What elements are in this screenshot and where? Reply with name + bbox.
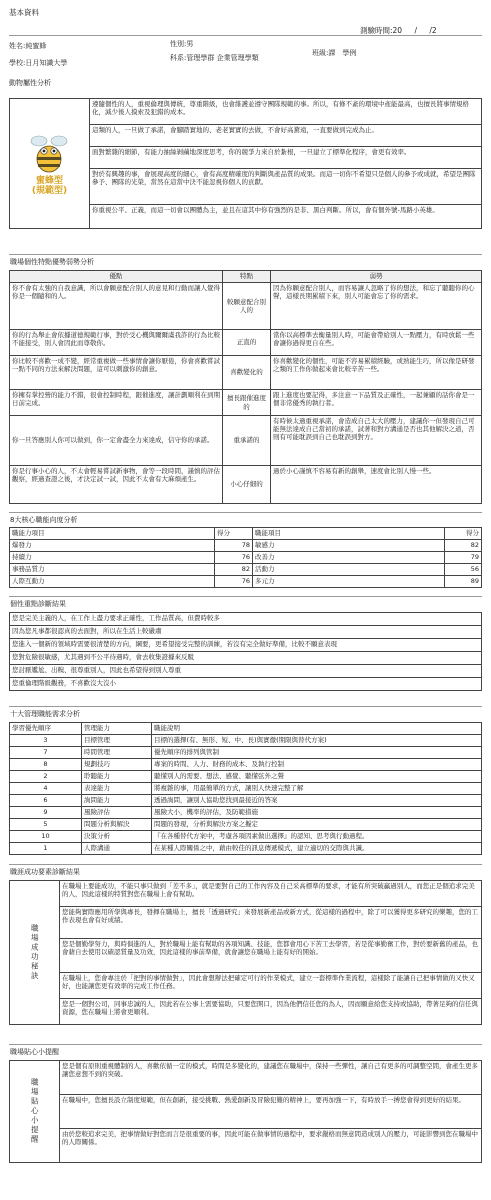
core-item: 爆發力	[10, 540, 215, 552]
success-item: 在職場上要能成功，不能只事只做到「差不多」，就是要對自己的工作內容及自己采高標準的要求，才能有所突破贏過別人，而您正是個追求完美的人，因此這樣的特質對您在職場上會有幫助。	[60, 881, 482, 907]
animal-mascot-cell	[10, 99, 90, 229]
mgmt-ability: 目標管理	[82, 735, 152, 747]
strength-cell: 你的行為舉止會依據道德規範行事，對於受心機與爾爾虞我詐的行為比較不能接受，別人會因此而尊敬你。	[10, 330, 223, 356]
mgmt-desc: 透過詢問，讓別人協助您找到最接近的答案	[152, 795, 482, 807]
mgmt-desc: 在某種人際關係之中，藉由較佳的訊息傳遞模式，建立適切的交際與共識。	[152, 843, 482, 855]
mgmt-header-rank: 學習優先順序	[10, 723, 82, 735]
mgmt-ability: 問題分析與解決	[82, 819, 152, 831]
core-section	[9, 527, 482, 588]
core-score: 76	[215, 552, 253, 564]
core-score: 89	[445, 576, 482, 588]
weakness-cell: 當你以高標準去衡量別人時，可能會帶給別人一點壓力，有時放鬆一些會讓你過得更自在些。	[271, 330, 482, 356]
trait-header: 特點	[223, 271, 271, 283]
mgmt-desc: 『在各種替代方案中，考慮各項因素做出選擇』的認知、思考與行動過程。	[152, 831, 482, 843]
school-field: 學校:日月知識大學	[9, 59, 68, 67]
tips-section	[9, 1060, 482, 1163]
bee-icon	[27, 131, 73, 175]
header-title: 基本資料	[9, 8, 39, 17]
trait-cell: 擅長跟催進度的	[223, 390, 271, 416]
success-section	[9, 880, 482, 1025]
class-field: 班級:課 學例	[312, 49, 357, 57]
mgmt-ability: 決策分析	[82, 831, 152, 843]
core-item: 多元力	[253, 576, 445, 588]
mgmt-rank: 4	[10, 783, 82, 795]
weakness-cell: 你喜歡變化的個性，可能不容易累積經驗，或熟能生巧，所以像是研發之類的工作你做起來會比較辛苦一些。	[271, 356, 482, 390]
success-divider	[9, 864, 482, 865]
strengths-section	[9, 270, 482, 504]
diag-divider	[9, 596, 482, 597]
mgmt-ability: 聆聽能力	[82, 771, 152, 783]
diag-item: 您是完美主義的人，在工作上盡力要求正確性，工作品質高，但費時較多	[10, 613, 482, 626]
success-title: 職涯成功要素診斷結果	[10, 868, 80, 876]
tips-item: 由於您較追求完美，把事情做好對您而言是很重要的事，因此可能在做事情的過程中，要求嚴格而無意間造成別人的壓力，可能影響到您在職場中的人際關係。	[60, 1129, 482, 1163]
core-score: 78	[215, 540, 253, 552]
core-item: 事務品質力	[10, 564, 215, 576]
mgmt-title: 十大管理職能需求分析	[10, 710, 80, 718]
animal-table	[9, 98, 482, 229]
core-divider	[9, 512, 482, 513]
diag-item: 您討厭尷尬、出糗、很尊重別人，因此也希望得到別人尊重	[10, 665, 482, 678]
mgmt-desc: 聽懂別人的需要、想法、感覺、聽懂弦外之聲	[152, 771, 482, 783]
core-header-score: 得分	[215, 528, 253, 540]
success-item: 您是個勤學努力，與時俱進的人，對於職場上能有幫助的各項知識、技能，您都會用心下苦工去學習，若是從事勤奮工作，對於要新舊的產品，也會藉自去使用以確認質量及功效，因此這樣的事前準備，就會讓您在職場上能有好的開始。	[60, 939, 482, 973]
core-score: 79	[445, 552, 482, 564]
strength-header: 優點	[10, 271, 223, 283]
trait-cell: 重承諾的	[223, 416, 271, 466]
mgmt-ability: 表達能力	[82, 783, 152, 795]
animal-name-line1: 蜜蜂型	[35, 175, 63, 186]
tips-table	[9, 1060, 482, 1163]
tips-divider	[9, 1044, 482, 1045]
mgmt-table	[9, 722, 482, 855]
diag-section	[9, 612, 482, 691]
mgmt-ability: 詢問能力	[82, 795, 152, 807]
mgmt-rank: 7	[10, 747, 82, 759]
strengths-title: 職場個性特點優勢弱勢分析	[10, 258, 94, 266]
core-table	[9, 527, 482, 588]
mgmt-desc: 專案的時間、人力、財務的成本、及執行控制	[152, 759, 482, 771]
trait-cell: 正直的	[223, 330, 271, 356]
weakness-cell: 有時候太過重視承諾，會造成自己太大的壓力，建議你一但發現自己可能無法達成自己當初的承諾，試著和對方溝通是否也其他解決之道，否則有可能耽誤到自己也耽誤到對方。	[271, 416, 482, 466]
tips-title: 職場貼心小提醒	[10, 1048, 59, 1056]
weakness-cell: 過於小心謹慎不容易有新的創舉，速度會比別人慢一些。	[271, 466, 482, 504]
tips-item: 您是個有原則重視體制的人，喜歡依循一定的模式，時間是多變化的，建議您在職場中，保持一些彈性，讓自己有更多的可調整空間，會產生更多讓您意想不到的突破。	[60, 1061, 482, 1095]
mgmt-rank: 9	[10, 807, 82, 819]
test-time-sep1: /	[414, 26, 417, 35]
mgmt-rank: 2	[10, 771, 82, 783]
diag-item: 因為您凡事都很認真的去面對，所以在生活上較嚴肅	[10, 626, 482, 639]
animal-trait-5: 你重視公平、正義，而這一切會以團體為主，並且在這其中你有強烈的是非、黑白判斷。所以，會有個外號-馬路小英雄。	[90, 205, 482, 229]
trait-cell: 小心仔細的	[223, 466, 271, 504]
animal-trait-4: 對於有興趣的事，會展現高度的細心，會有高度精確度的判斷與產品質的成果。而這一切你不希望只是個人的參予或成就，希望是團隊參予、團隊的光榮，當然在這當中決不能忽視你個人的貢獻。	[90, 169, 482, 205]
animal-analysis-label: 動物屬性分析	[9, 79, 51, 87]
name-field: 姓名:純蜜蜂	[9, 42, 47, 50]
mgmt-desc: 問題的發現，分析與解決方案之擬定	[152, 819, 482, 831]
mgmt-rank: 3	[10, 735, 82, 747]
dept-field: 科系:管理學群 企業管理學類	[170, 54, 259, 62]
diag-item: 您對危險很敏感，尤其遇到不公平待遇時，會去收集證據來反駁	[10, 652, 482, 665]
success-side-label: 職場成功秘訣	[10, 881, 60, 1025]
core-score: 82	[215, 564, 253, 576]
strengths-table	[9, 270, 482, 504]
mgmt-rank: 1	[10, 843, 82, 855]
mgmt-ability: 風險評估	[82, 807, 152, 819]
trait-cell: 較願意配合別人的	[223, 283, 271, 330]
strength-cell: 你一旦答應別人你可以做到，你一定會盡全力來達成，信守你的承諾。	[10, 416, 223, 466]
animal-trait-2: 這類的人，一旦做了承諾，會腳踏實地的、老老實實的去做，不會好高騖遠，一直要做到完成為止。	[90, 125, 482, 147]
weakness-cell: 因為你願意配合別人，而容易讓人忽略了你的想法，和忘了聽聽你的心聲，這樣長期累積下來，別人可能會忘了你的需求。	[271, 283, 482, 330]
mgmt-desc: 優先順序的排列與管制	[152, 747, 482, 759]
diag-item: 您進入一個新的領域時需要很清楚的方向，綱要，更希望接受完整的訓練，若沒有完全做好準備，比較不願意表現	[10, 639, 482, 652]
tips-side-label: 職場貼心小提醒	[10, 1061, 60, 1163]
mgmt-desc: 目標的選擇(有、無形、短、中、長)與實徹(期限與替代方案)	[152, 735, 482, 747]
test-time-sep2: /2	[429, 26, 437, 35]
strength-cell: 你不會有太強的自我意識，所以會願意配合別人的意見和行動而讓人覺得你是一個隨和的人。	[10, 283, 223, 330]
test-time	[360, 26, 437, 35]
diag-table	[9, 612, 482, 691]
core-score: 82	[445, 540, 482, 552]
success-item: 在職場上，您會專注於「把對的事情做對」，因此會想辦法把確定可行的作業模式，建立一套標準作業流程，這樣除了能讓自己把事情做的又快又好，也能讓您更有效率的完成工作任務。	[60, 973, 482, 999]
core-item: 活動力	[253, 564, 445, 576]
mgmt-rank: 6	[10, 795, 82, 807]
mgmt-header-desc: 職能說明	[152, 723, 482, 735]
core-score: 76	[215, 576, 253, 588]
success-table	[9, 880, 482, 1025]
mgmt-ability: 時間管理	[82, 747, 152, 759]
mgmt-ability: 規劃技巧	[82, 759, 152, 771]
core-item: 持續力	[10, 552, 215, 564]
strength-cell: 你是行事小心的人，不太會輕易嘗試新事物，會等一段時間，謹慎的評估觀察，經過查證之後，才決定試一試，因此不太會有大麻煩產生。	[10, 466, 223, 504]
animal-name-line2: (規範型)	[31, 185, 68, 196]
mgmt-section	[9, 722, 482, 855]
mgmt-desc: 風險大小，機率的評估，及防範措施	[152, 807, 482, 819]
strength-cell: 你比較不喜歡一成不變，經常重複做一些事情會讓你厭倦，你會喜歡嘗試一點不同的方法來解決問題，這可以刺激你的創意。	[10, 356, 223, 390]
core-item: 改善力	[253, 552, 445, 564]
success-item: 您能夠實際應用所學與專長，發揮在職場上，擅長「透過研究」來發展新產品或新方式，從這樣的過程中，除了可以獲得更多研究的樂趣，您的工作表現也會有好成績。	[60, 907, 482, 939]
strengths-divider	[9, 254, 482, 255]
animal-trait-3: 面對繁雜的細節，有能力抽絲剝繭地深度思考，你的競爭力來自於紮根，一旦建立了標準化程序，會更有效率。	[90, 147, 482, 169]
core-score: 56	[445, 564, 482, 576]
core-header-item2: 職能項目	[253, 528, 445, 540]
core-header-item: 職能力項目	[10, 528, 215, 540]
mgmt-rank: 5	[10, 819, 82, 831]
header-divider	[9, 35, 482, 36]
tips-item: 在職場中，您擅長設立制度規範，但在創新，接受挑戰、熱愛創新及冒險犯難的精神上，要再加強一下，有時放手一搏您會得到更好的結果。	[60, 1095, 482, 1129]
weakness-header: 弱勢	[271, 271, 482, 283]
core-item: 敏感力	[253, 540, 445, 552]
animal-trait-1: 遵隨個性的人，重視倫理與傳統，尊重階級，也會維護並遵守團隊規範的事。所以，有條不紊的環境中產能最高，也擅長將事情規格化，減少後人摸索及犯錯的成本。	[90, 99, 482, 125]
trait-cell: 喜歡變化的	[223, 356, 271, 390]
core-title: 8大核心職能向度分析	[10, 516, 78, 524]
mgmt-desc: 將複雜的事，用最簡單的方式，讓別人快速完整了解	[152, 783, 482, 795]
success-item: 您是一個對公司，同事忠誠的人，因此若在公事上需要協助，只要您開口，因為他們信任您的為人，因而願意給您支持或協助，帶著足夠的信任與資源，您在職場上將會更順利。	[60, 999, 482, 1025]
core-item: 人際互動力	[10, 576, 215, 588]
animal-section	[9, 98, 482, 229]
strength-cell: 你擁有掌控營的能力不錯，很會控制時程，跟催進度，讓計劃順利在到期日前完成。	[10, 390, 223, 416]
diag-item: 您重倫理階級觀務，不喜歡沒大沒小	[10, 678, 482, 691]
test-time-label: 測驗時間:20	[360, 26, 403, 35]
gender-field: 性別:男	[170, 40, 194, 48]
mgmt-ability: 人際溝通	[82, 843, 152, 855]
core-header-score2: 得分	[445, 528, 482, 540]
mgmt-rank: 8	[10, 759, 82, 771]
mgmt-rank: 10	[10, 831, 82, 843]
mgmt-divider	[9, 706, 482, 707]
weakness-cell: 跟上進度也要記得，多注意一下品質及正確性，一起兼顧的話你會是一個非常優秀的執行者。	[271, 390, 482, 416]
diag-title: 個性重點診斷結果	[10, 600, 66, 608]
mgmt-header-ability: 管理能力	[82, 723, 152, 735]
